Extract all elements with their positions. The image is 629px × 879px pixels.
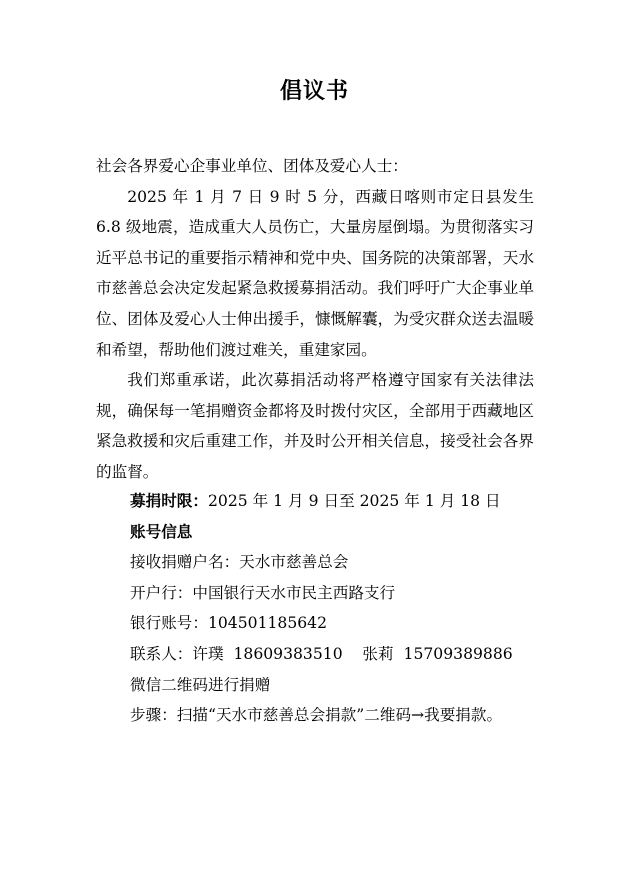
contact-persons: 联系人：许璞 18609383510 张莉 15709389886 (130, 644, 513, 663)
paragraph-commitment: 我们郑重承诺，此次募捐活动将严格遵守国家有关法律法规，确保每一笔捐赠资金都将及时拨付灾区，全部用于西藏地区紧急救援和灾后重建工作，并及时公开相关信息，接受社会各界的监督。 (96, 371, 534, 481)
account-info-heading: 账号信息 (130, 522, 193, 541)
donation-period-label: 募捐时限： (130, 492, 208, 510)
donation-period-row (130, 486, 513, 517)
bank-account-number: 银行账号：104501185642 (130, 614, 328, 633)
wechat-donation: 微信二维码进行捐赠 (130, 675, 271, 694)
document-title: 倡议书 (279, 78, 349, 104)
salutation: 社会各界爱心企事业单位、团体及爱心人士： (96, 157, 408, 175)
document-body (96, 151, 534, 488)
donation-period-value: 2025 年 1 月 9 日至 2025 年 1 月 18 日 (207, 492, 501, 510)
donation-info (130, 486, 513, 731)
paragraph-earthquake-appeal: 2025 年 1 月 7 日 9 时 5 分，西藏日喀则市定日县发生 6.8 级地震，造成重大人员伤亡，大量房屋倒塌。为贯彻落实习近平总书记的重要指示精神和党中央、国务院的决策部署，天水市慈善总会决定发起紧急救援募捐活动。我们呼吁广大企事业单位、团体及爱心人士伸出援手，慷慨解囊，为受灾群众送去温暖和希望，帮助他们渡过难关，重建家园。 (96, 187, 534, 359)
donation-steps: 步骤：扫描“天水市慈善总会捐款”二维码→我要捐款。 (130, 706, 503, 725)
payee-name: 接收捐赠户名：天水市慈善总会 (130, 553, 349, 572)
bank-name: 开户行：中国银行天水市民主西路支行 (130, 583, 396, 602)
